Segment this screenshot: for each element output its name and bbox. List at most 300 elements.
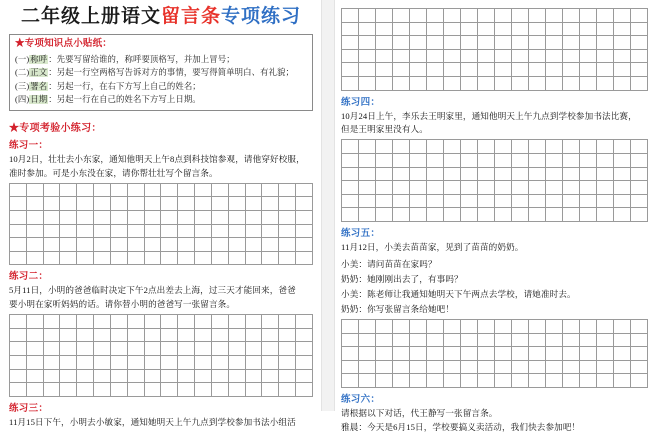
- exercise-2-writing-grid[interactable]: [9, 314, 313, 397]
- grid-cell[interactable]: [60, 225, 77, 239]
- grid-cell[interactable]: [161, 238, 178, 252]
- grid-cell[interactable]: [178, 329, 195, 343]
- exercise-4-writing-grid[interactable]: [341, 139, 648, 222]
- grid-cell[interactable]: [427, 36, 444, 50]
- grid-cell[interactable]: [161, 356, 178, 370]
- grid-cell[interactable]: [178, 225, 195, 239]
- grid-cell[interactable]: [296, 383, 313, 397]
- grid-cell[interactable]: [478, 9, 495, 23]
- grid-cell[interactable]: [296, 252, 313, 266]
- grid-cell[interactable]: [10, 329, 27, 343]
- grid-cell[interactable]: [279, 370, 296, 384]
- grid-cell[interactable]: [279, 329, 296, 343]
- grid-cell[interactable]: [195, 342, 212, 356]
- grid-cell[interactable]: [145, 184, 162, 198]
- grid-cell[interactable]: [94, 356, 111, 370]
- grid-cell[interactable]: [94, 211, 111, 225]
- grid-cell[interactable]: [478, 195, 495, 209]
- grid-cell[interactable]: [580, 181, 597, 195]
- grid-cell[interactable]: [262, 184, 279, 198]
- grid-cell[interactable]: [229, 342, 246, 356]
- grid-cell[interactable]: [427, 23, 444, 37]
- grid-cell[interactable]: [195, 356, 212, 370]
- grid-cell[interactable]: [512, 50, 529, 64]
- grid-cell[interactable]: [44, 225, 61, 239]
- grid-cell[interactable]: [597, 77, 614, 91]
- grid-cell[interactable]: [212, 315, 229, 329]
- grid-cell[interactable]: [178, 211, 195, 225]
- grid-cell[interactable]: [246, 356, 263, 370]
- grid-cell[interactable]: [614, 334, 631, 348]
- grid-cell[interactable]: [427, 77, 444, 91]
- grid-cell[interactable]: [342, 195, 359, 209]
- grid-cell[interactable]: [597, 334, 614, 348]
- grid-cell[interactable]: [580, 154, 597, 168]
- grid-cell[interactable]: [111, 315, 128, 329]
- grid-cell[interactable]: [77, 184, 94, 198]
- grid-cell[interactable]: [359, 208, 376, 222]
- grid-cell[interactable]: [512, 154, 529, 168]
- grid-cell[interactable]: [27, 211, 44, 225]
- grid-cell[interactable]: [94, 252, 111, 266]
- grid-cell[interactable]: [563, 77, 580, 91]
- grid-cell[interactable]: [631, 23, 648, 37]
- grid-cell[interactable]: [529, 347, 546, 361]
- grid-cell[interactable]: [631, 77, 648, 91]
- grid-cell[interactable]: [359, 168, 376, 182]
- grid-cell[interactable]: [178, 370, 195, 384]
- grid-cell[interactable]: [495, 181, 512, 195]
- grid-cell[interactable]: [296, 315, 313, 329]
- grid-cell[interactable]: [631, 181, 648, 195]
- grid-cell[interactable]: [111, 383, 128, 397]
- grid-cell[interactable]: [161, 329, 178, 343]
- grid-cell[interactable]: [631, 347, 648, 361]
- grid-cell[interactable]: [563, 36, 580, 50]
- grid-cell[interactable]: [461, 334, 478, 348]
- grid-cell[interactable]: [444, 23, 461, 37]
- grid-cell[interactable]: [631, 154, 648, 168]
- grid-cell[interactable]: [376, 320, 393, 334]
- grid-cell[interactable]: [393, 361, 410, 375]
- grid-cell[interactable]: [529, 77, 546, 91]
- grid-cell[interactable]: [178, 238, 195, 252]
- grid-cell[interactable]: [478, 77, 495, 91]
- grid-cell[interactable]: [27, 238, 44, 252]
- grid-cell[interactable]: [359, 36, 376, 50]
- grid-cell[interactable]: [246, 252, 263, 266]
- grid-cell[interactable]: [111, 225, 128, 239]
- grid-cell[interactable]: [111, 370, 128, 384]
- grid-cell[interactable]: [10, 197, 27, 211]
- grid-cell[interactable]: [279, 252, 296, 266]
- grid-cell[interactable]: [145, 238, 162, 252]
- grid-cell[interactable]: [77, 356, 94, 370]
- grid-cell[interactable]: [461, 50, 478, 64]
- grid-cell[interactable]: [279, 184, 296, 198]
- grid-cell[interactable]: [410, 347, 427, 361]
- grid-cell[interactable]: [246, 197, 263, 211]
- grid-cell[interactable]: [161, 315, 178, 329]
- grid-cell[interactable]: [614, 361, 631, 375]
- grid-cell[interactable]: [478, 361, 495, 375]
- grid-cell[interactable]: [580, 140, 597, 154]
- grid-cell[interactable]: [94, 342, 111, 356]
- grid-cell[interactable]: [478, 154, 495, 168]
- grid-cell[interactable]: [342, 168, 359, 182]
- grid-cell[interactable]: [128, 184, 145, 198]
- grid-cell[interactable]: [444, 347, 461, 361]
- grid-cell[interactable]: [145, 370, 162, 384]
- grid-cell[interactable]: [546, 140, 563, 154]
- grid-cell[interactable]: [427, 374, 444, 388]
- grid-cell[interactable]: [161, 342, 178, 356]
- grid-cell[interactable]: [444, 181, 461, 195]
- grid-cell[interactable]: [495, 140, 512, 154]
- grid-cell[interactable]: [495, 347, 512, 361]
- grid-cell[interactable]: [512, 77, 529, 91]
- grid-cell[interactable]: [359, 361, 376, 375]
- grid-cell[interactable]: [246, 329, 263, 343]
- grid-cell[interactable]: [529, 195, 546, 209]
- grid-cell[interactable]: [27, 370, 44, 384]
- grid-cell[interactable]: [478, 374, 495, 388]
- grid-cell[interactable]: [376, 9, 393, 23]
- grid-cell[interactable]: [27, 383, 44, 397]
- grid-cell[interactable]: [495, 154, 512, 168]
- grid-cell[interactable]: [359, 77, 376, 91]
- exercise-1-writing-grid[interactable]: [9, 183, 313, 266]
- grid-cell[interactable]: [195, 238, 212, 252]
- grid-cell[interactable]: [296, 356, 313, 370]
- continuation-writing-grid[interactable]: [341, 8, 648, 91]
- grid-cell[interactable]: [546, 361, 563, 375]
- grid-cell[interactable]: [10, 184, 27, 198]
- grid-cell[interactable]: [631, 195, 648, 209]
- grid-cell[interactable]: [393, 140, 410, 154]
- grid-cell[interactable]: [212, 211, 229, 225]
- grid-cell[interactable]: [597, 320, 614, 334]
- grid-cell[interactable]: [128, 342, 145, 356]
- grid-cell[interactable]: [178, 184, 195, 198]
- grid-cell[interactable]: [495, 23, 512, 37]
- grid-cell[interactable]: [161, 383, 178, 397]
- grid-cell[interactable]: [27, 184, 44, 198]
- grid-cell[interactable]: [478, 36, 495, 50]
- grid-cell[interactable]: [393, 77, 410, 91]
- grid-cell[interactable]: [529, 154, 546, 168]
- grid-cell[interactable]: [359, 195, 376, 209]
- grid-cell[interactable]: [145, 315, 162, 329]
- grid-cell[interactable]: [60, 315, 77, 329]
- grid-cell[interactable]: [44, 342, 61, 356]
- grid-cell[interactable]: [111, 197, 128, 211]
- grid-cell[interactable]: [444, 140, 461, 154]
- grid-cell[interactable]: [195, 370, 212, 384]
- grid-cell[interactable]: [546, 63, 563, 77]
- grid-cell[interactable]: [145, 342, 162, 356]
- grid-cell[interactable]: [44, 197, 61, 211]
- grid-cell[interactable]: [529, 63, 546, 77]
- grid-cell[interactable]: [563, 334, 580, 348]
- grid-cell[interactable]: [563, 168, 580, 182]
- grid-cell[interactable]: [296, 211, 313, 225]
- grid-cell[interactable]: [212, 197, 229, 211]
- grid-cell[interactable]: [495, 208, 512, 222]
- grid-cell[interactable]: [597, 195, 614, 209]
- grid-cell[interactable]: [246, 184, 263, 198]
- grid-cell[interactable]: [44, 370, 61, 384]
- grid-cell[interactable]: [580, 168, 597, 182]
- grid-cell[interactable]: [478, 320, 495, 334]
- grid-cell[interactable]: [444, 195, 461, 209]
- grid-cell[interactable]: [614, 50, 631, 64]
- grid-cell[interactable]: [631, 36, 648, 50]
- grid-cell[interactable]: [580, 23, 597, 37]
- grid-cell[interactable]: [44, 315, 61, 329]
- grid-cell[interactable]: [262, 356, 279, 370]
- grid-cell[interactable]: [262, 211, 279, 225]
- grid-cell[interactable]: [128, 329, 145, 343]
- grid-cell[interactable]: [495, 374, 512, 388]
- grid-cell[interactable]: [631, 320, 648, 334]
- grid-cell[interactable]: [393, 347, 410, 361]
- grid-cell[interactable]: [427, 9, 444, 23]
- grid-cell[interactable]: [393, 208, 410, 222]
- grid-cell[interactable]: [546, 208, 563, 222]
- grid-cell[interactable]: [27, 197, 44, 211]
- grid-cell[interactable]: [512, 36, 529, 50]
- grid-cell[interactable]: [44, 184, 61, 198]
- grid-cell[interactable]: [478, 50, 495, 64]
- grid-cell[interactable]: [597, 23, 614, 37]
- grid-cell[interactable]: [279, 238, 296, 252]
- grid-cell[interactable]: [597, 50, 614, 64]
- grid-cell[interactable]: [444, 63, 461, 77]
- grid-cell[interactable]: [10, 342, 27, 356]
- grid-cell[interactable]: [580, 334, 597, 348]
- grid-cell[interactable]: [10, 383, 27, 397]
- grid-cell[interactable]: [580, 36, 597, 50]
- grid-cell[interactable]: [478, 208, 495, 222]
- grid-cell[interactable]: [10, 211, 27, 225]
- grid-cell[interactable]: [161, 197, 178, 211]
- grid-cell[interactable]: [427, 140, 444, 154]
- grid-cell[interactable]: [246, 370, 263, 384]
- grid-cell[interactable]: [427, 195, 444, 209]
- grid-cell[interactable]: [296, 238, 313, 252]
- grid-cell[interactable]: [546, 77, 563, 91]
- grid-cell[interactable]: [529, 208, 546, 222]
- grid-cell[interactable]: [145, 356, 162, 370]
- grid-cell[interactable]: [444, 50, 461, 64]
- grid-cell[interactable]: [262, 370, 279, 384]
- grid-cell[interactable]: [262, 315, 279, 329]
- grid-cell[interactable]: [359, 320, 376, 334]
- grid-cell[interactable]: [376, 168, 393, 182]
- grid-cell[interactable]: [262, 329, 279, 343]
- grid-cell[interactable]: [94, 315, 111, 329]
- grid-cell[interactable]: [94, 184, 111, 198]
- grid-cell[interactable]: [614, 374, 631, 388]
- grid-cell[interactable]: [444, 9, 461, 23]
- grid-cell[interactable]: [529, 181, 546, 195]
- grid-cell[interactable]: [614, 77, 631, 91]
- grid-cell[interactable]: [195, 252, 212, 266]
- grid-cell[interactable]: [342, 50, 359, 64]
- grid-cell[interactable]: [580, 63, 597, 77]
- grid-cell[interactable]: [262, 252, 279, 266]
- grid-cell[interactable]: [580, 195, 597, 209]
- grid-cell[interactable]: [77, 329, 94, 343]
- grid-cell[interactable]: [44, 356, 61, 370]
- grid-cell[interactable]: [495, 36, 512, 50]
- grid-cell[interactable]: [444, 36, 461, 50]
- grid-cell[interactable]: [128, 238, 145, 252]
- grid-cell[interactable]: [546, 168, 563, 182]
- grid-cell[interactable]: [563, 195, 580, 209]
- grid-cell[interactable]: [128, 225, 145, 239]
- grid-cell[interactable]: [529, 9, 546, 23]
- grid-cell[interactable]: [478, 334, 495, 348]
- grid-cell[interactable]: [461, 208, 478, 222]
- grid-cell[interactable]: [342, 140, 359, 154]
- grid-cell[interactable]: [512, 195, 529, 209]
- grid-cell[interactable]: [262, 238, 279, 252]
- grid-cell[interactable]: [111, 211, 128, 225]
- grid-cell[interactable]: [342, 63, 359, 77]
- grid-cell[interactable]: [427, 50, 444, 64]
- grid-cell[interactable]: [77, 315, 94, 329]
- grid-cell[interactable]: [77, 197, 94, 211]
- grid-cell[interactable]: [461, 154, 478, 168]
- grid-cell[interactable]: [393, 50, 410, 64]
- grid-cell[interactable]: [229, 184, 246, 198]
- grid-cell[interactable]: [145, 252, 162, 266]
- grid-cell[interactable]: [393, 36, 410, 50]
- grid-cell[interactable]: [195, 329, 212, 343]
- grid-cell[interactable]: [597, 140, 614, 154]
- grid-cell[interactable]: [77, 370, 94, 384]
- grid-cell[interactable]: [427, 334, 444, 348]
- grid-cell[interactable]: [128, 383, 145, 397]
- grid-cell[interactable]: [10, 238, 27, 252]
- grid-cell[interactable]: [461, 23, 478, 37]
- grid-cell[interactable]: [342, 23, 359, 37]
- grid-cell[interactable]: [246, 342, 263, 356]
- grid-cell[interactable]: [512, 63, 529, 77]
- grid-cell[interactable]: [495, 9, 512, 23]
- grid-cell[interactable]: [563, 9, 580, 23]
- grid-cell[interactable]: [529, 320, 546, 334]
- grid-cell[interactable]: [342, 154, 359, 168]
- grid-cell[interactable]: [512, 9, 529, 23]
- grid-cell[interactable]: [178, 383, 195, 397]
- grid-cell[interactable]: [195, 315, 212, 329]
- grid-cell[interactable]: [495, 320, 512, 334]
- grid-cell[interactable]: [376, 347, 393, 361]
- grid-cell[interactable]: [229, 238, 246, 252]
- grid-cell[interactable]: [410, 195, 427, 209]
- grid-cell[interactable]: [212, 184, 229, 198]
- grid-cell[interactable]: [410, 50, 427, 64]
- grid-cell[interactable]: [393, 195, 410, 209]
- grid-cell[interactable]: [229, 329, 246, 343]
- grid-cell[interactable]: [376, 361, 393, 375]
- grid-cell[interactable]: [246, 225, 263, 239]
- grid-cell[interactable]: [94, 383, 111, 397]
- grid-cell[interactable]: [111, 342, 128, 356]
- grid-cell[interactable]: [60, 329, 77, 343]
- grid-cell[interactable]: [444, 77, 461, 91]
- grid-cell[interactable]: [631, 168, 648, 182]
- grid-cell[interactable]: [410, 63, 427, 77]
- grid-cell[interactable]: [546, 334, 563, 348]
- grid-cell[interactable]: [597, 374, 614, 388]
- grid-cell[interactable]: [229, 252, 246, 266]
- grid-cell[interactable]: [359, 154, 376, 168]
- grid-cell[interactable]: [631, 374, 648, 388]
- grid-cell[interactable]: [478, 23, 495, 37]
- grid-cell[interactable]: [212, 225, 229, 239]
- grid-cell[interactable]: [444, 168, 461, 182]
- grid-cell[interactable]: [60, 211, 77, 225]
- grid-cell[interactable]: [296, 329, 313, 343]
- grid-cell[interactable]: [597, 168, 614, 182]
- grid-cell[interactable]: [597, 9, 614, 23]
- grid-cell[interactable]: [195, 184, 212, 198]
- grid-cell[interactable]: [427, 181, 444, 195]
- grid-cell[interactable]: [461, 347, 478, 361]
- grid-cell[interactable]: [161, 225, 178, 239]
- grid-cell[interactable]: [427, 347, 444, 361]
- grid-cell[interactable]: [410, 374, 427, 388]
- grid-cell[interactable]: [444, 374, 461, 388]
- grid-cell[interactable]: [246, 383, 263, 397]
- grid-cell[interactable]: [529, 50, 546, 64]
- grid-cell[interactable]: [44, 383, 61, 397]
- grid-cell[interactable]: [546, 195, 563, 209]
- grid-cell[interactable]: [246, 211, 263, 225]
- grid-cell[interactable]: [597, 63, 614, 77]
- grid-cell[interactable]: [27, 225, 44, 239]
- grid-cell[interactable]: [563, 23, 580, 37]
- grid-cell[interactable]: [597, 347, 614, 361]
- grid-cell[interactable]: [631, 50, 648, 64]
- grid-cell[interactable]: [614, 195, 631, 209]
- grid-cell[interactable]: [461, 168, 478, 182]
- grid-cell[interactable]: [279, 225, 296, 239]
- grid-cell[interactable]: [580, 320, 597, 334]
- grid-cell[interactable]: [359, 347, 376, 361]
- grid-cell[interactable]: [444, 361, 461, 375]
- grid-cell[interactable]: [427, 320, 444, 334]
- grid-cell[interactable]: [461, 36, 478, 50]
- grid-cell[interactable]: [27, 329, 44, 343]
- grid-cell[interactable]: [359, 63, 376, 77]
- grid-cell[interactable]: [145, 197, 162, 211]
- grid-cell[interactable]: [195, 383, 212, 397]
- grid-cell[interactable]: [410, 181, 427, 195]
- grid-cell[interactable]: [410, 334, 427, 348]
- grid-cell[interactable]: [410, 154, 427, 168]
- grid-cell[interactable]: [410, 77, 427, 91]
- grid-cell[interactable]: [495, 195, 512, 209]
- grid-cell[interactable]: [229, 356, 246, 370]
- grid-cell[interactable]: [614, 168, 631, 182]
- grid-cell[interactable]: [296, 225, 313, 239]
- grid-cell[interactable]: [359, 50, 376, 64]
